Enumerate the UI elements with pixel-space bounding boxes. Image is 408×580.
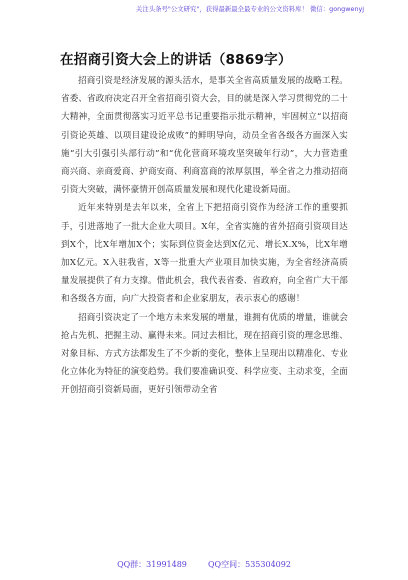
footer — [0, 559, 408, 570]
paragraph: 招商引资是经济发展的源头活水，是事关全省高质量发展的战略工程。省委、省政府决定召开全省招商引资大会，目的就是深入学习贯彻党的二十大精神，全面贯彻落实习近平总书记重要指示批示精神，牢固树立“以招商引资论英雄、以项目建设论成败”的鲜明导向，动员全省各级各方面深入实施“引大引强引头部行动”和“优化营商环境攻坚突破年行动”，大力营造重商兴商、亲商爱商、护商安商、利商富商的浓厚氛围，举全省之力推动招商引资大突破，满怀豪情开创高质量发展和现代化建设新局面。 — [61, 76, 348, 196]
footer-qq-group: QQ群：31991489 — [117, 560, 187, 569]
document-body — [61, 72, 348, 400]
footer-qq-space: QQ空间：535304092 — [208, 560, 291, 569]
paragraph: 近年来特别是去年以来，全省上下把招商引资作为经济工作的重要抓手，引进落地了一批大企业大项目。X年，全省实施的省外招商引资项目达到X个，比X年增加X个；实际到位资金达到X亿元、增长X.X%，比X年增加X亿元。X入驻我省，X等一批重大产业项目加快实施，为全省经济高质量发展提供了有力支撑。借此机会，我代表省委、省政府，向全省广大干部和各级各方面，向广大投资者和企业家朋友，表示衷心的感谢！ — [61, 203, 348, 305]
document-title: 在招商引资大会上的讲话（8869字） — [60, 52, 292, 68]
header-banner: 关注头条号"公文研究"，获得最新最全最专业的公文资料库！ 微信：gongwenyj — [135, 5, 364, 13]
paragraph: 招商引资决定了一个地方未来发展的增量，谁拥有优质的增量，谁就会抢占先机、把握主动、赢得未来。同过去相比，现在招商引资的理念思维、对象目标、方式方法都发生了不少新的变化，整体上呈现出以精准化、专业化立体化为特征的演变趋势。我们要准确识变、科学应变、主动求变，全面开创招商引资新局面，更好引领带动全省 — [61, 312, 348, 396]
